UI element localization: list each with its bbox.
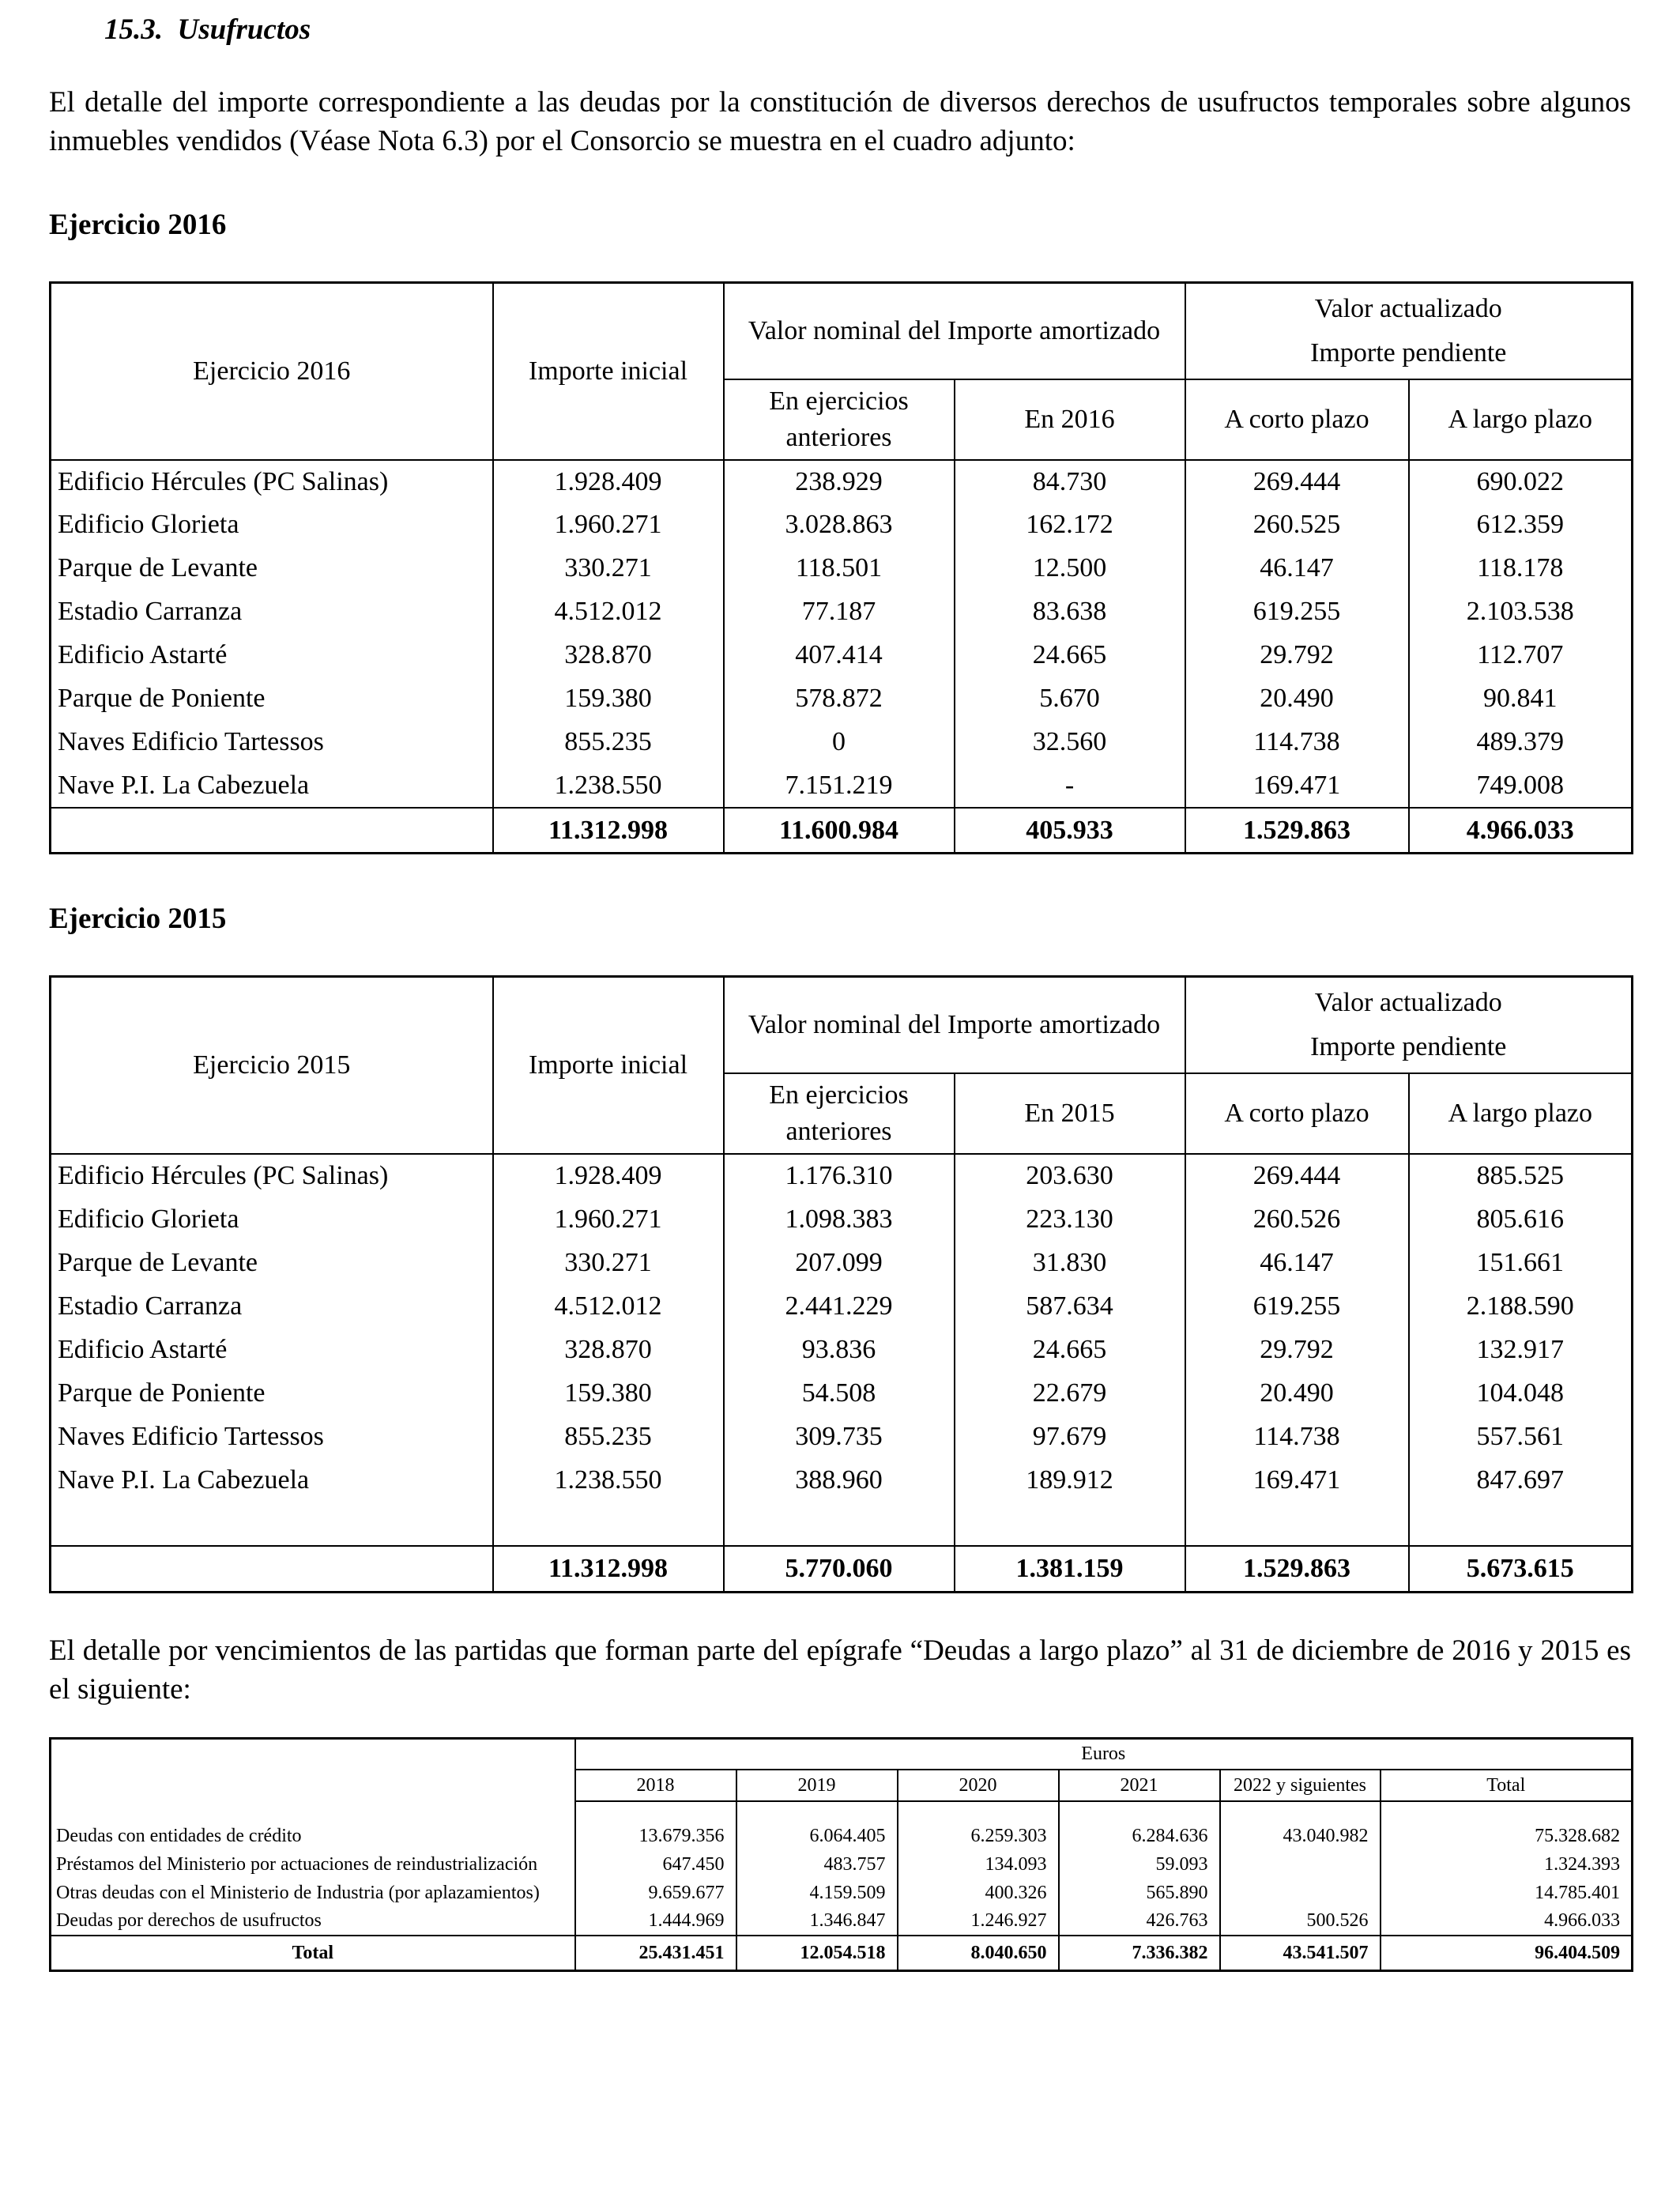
importe-inicial-header: Importe inicial [493,977,724,1154]
total-ejercicio-cell: 405.933 [955,808,1185,854]
total-total: 96.404.509 [1381,1936,1633,1970]
importe-inicial-cell: 4.512.012 [493,590,724,634]
importe-inicial-cell: 1.928.409 [493,460,724,503]
table-header [51,283,1633,460]
total-row [51,1936,1633,1970]
importe-pendiente-label: Importe pendiente [1310,1032,1507,1062]
amortizado-ejercicio-cell: 189.912 [955,1458,1185,1502]
amortizado-anteriores-cell: 93.836 [724,1328,955,1371]
empty-cell [493,1502,724,1546]
corto-plazo-cell: 169.471 [1185,764,1409,808]
corto-plazo-cell: 29.792 [1185,634,1409,677]
corto-plazo-cell: 619.255 [1185,590,1409,634]
corto-plazo-cell: 46.147 [1185,1241,1409,1284]
cell-2018: 1.444.969 [575,1907,736,1936]
amortizado-anteriores-cell: 578.872 [724,677,955,721]
table-row [51,503,1633,547]
table-row [51,1458,1633,1502]
header-row-groups [51,977,1633,1073]
empty-cell [736,1801,898,1822]
table-row [51,590,1633,634]
largo-plazo-cell: 2.188.590 [1409,1284,1633,1328]
stub-cell [51,1738,575,1801]
importe-inicial-cell: 1.928.409 [493,1154,724,1197]
total-2018: 25.431.451 [575,1936,736,1970]
amortizado-anteriores-cell: 77.187 [724,590,955,634]
amortizado-anteriores-cell: 238.929 [724,460,955,503]
total-ejercicio-cell: 1.381.159 [955,1546,1185,1592]
empty-cell [1059,1801,1220,1822]
anteriores-header: En ejercicios anteriores [724,1073,955,1154]
amortizado-anteriores-cell: 2.441.229 [724,1284,955,1328]
largo-plazo-cell: 151.661 [1409,1241,1633,1284]
total-row [51,1546,1633,1592]
largo-plazo-cell: 132.917 [1409,1328,1633,1371]
row-label: Nave P.I. La Cabezuela [51,1458,493,1502]
table-body [51,1801,1633,1936]
total-anteriores-cell: 5.770.060 [724,1546,955,1592]
table-vencimientos [49,1737,1633,1972]
corto-plazo-cell: 269.444 [1185,1154,1409,1197]
empty-cell [1185,1502,1409,1546]
corto-plazo-cell: 114.738 [1185,1415,1409,1458]
largo-plazo-cell: 557.561 [1409,1415,1633,1458]
row-label: Edificio Hércules (PC Salinas) [51,1154,493,1197]
total-importe-inicial-cell: 11.312.998 [493,808,724,854]
empty-cell [1409,1502,1633,1546]
euros-header-row [51,1738,1633,1770]
table-row [51,764,1633,808]
row-label: Parque de Levante [51,1241,493,1284]
amortizado-ejercicio-cell: 203.630 [955,1154,1185,1197]
largo-plazo-cell: 112.707 [1409,634,1633,677]
corto-plazo-cell: 260.525 [1185,503,1409,547]
amortizado-anteriores-cell: 118.501 [724,547,955,590]
table-row [51,634,1633,677]
importe-inicial-cell: 328.870 [493,1328,724,1371]
row-label: Deudas con entidades de crédito [51,1822,575,1850]
corto-plazo-cell: 20.490 [1185,1371,1409,1415]
row-label: Parque de Levante [51,547,493,590]
corto-plazo-header: A corto plazo [1185,1073,1409,1154]
row-label: Edificio Astarté [51,1328,493,1371]
table-ejercicio-2015 [49,975,1633,1593]
cell-2022-siguientes [1220,1850,1381,1879]
amortizado-anteriores-cell: 207.099 [724,1241,955,1284]
year-header-2022-siguientes: 2022 y siguientes [1220,1770,1381,1801]
largo-plazo-cell: 749.008 [1409,764,1633,808]
total-anteriores-cell: 11.600.984 [724,808,955,854]
spacer-row [51,1801,1633,1822]
en-2016-header: En 2016 [955,379,1185,460]
cell-2020: 6.259.303 [898,1822,1059,1850]
amortizado-ejercicio-cell: 12.500 [955,547,1185,590]
cell-2022-siguientes [1220,1879,1381,1907]
amortizado-anteriores-cell: 309.735 [724,1415,955,1458]
importe-inicial-cell: 4.512.012 [493,1284,724,1328]
importe-inicial-cell: 330.271 [493,1241,724,1284]
importe-inicial-cell: 855.235 [493,721,724,764]
largo-plazo-cell: 612.359 [1409,503,1633,547]
importe-inicial-cell: 328.870 [493,634,724,677]
table-row [51,1822,1633,1850]
amortizado-ejercicio-cell: 84.730 [955,460,1185,503]
empty-cell [898,1801,1059,1822]
year-header-2019: 2019 [736,1770,898,1801]
importe-pendiente-label: Importe pendiente [1310,338,1507,368]
corto-plazo-cell: 169.471 [1185,1458,1409,1502]
heading-ejercicio-2016: Ejercicio 2016 [49,209,227,242]
importe-inicial-cell: 159.380 [493,677,724,721]
cell-2019: 4.159.509 [736,1879,898,1907]
corto-plazo-cell: 260.526 [1185,1197,1409,1241]
importe-inicial-cell: 1.238.550 [493,764,724,808]
corto-plazo-header: A corto plazo [1185,379,1409,460]
table-row [51,1415,1633,1458]
empty-cell [51,1801,575,1822]
cell-total: 14.785.401 [1381,1879,1633,1907]
table-row [51,1284,1633,1328]
importe-inicial-cell: 855.235 [493,1415,724,1458]
cell-2021: 59.093 [1059,1850,1220,1879]
row-label: Estadio Carranza [51,1284,493,1328]
corto-plazo-cell: 46.147 [1185,547,1409,590]
en-2015-header: En 2015 [955,1073,1185,1154]
table-row [51,677,1633,721]
valor-actualizado-label: Valor actualizado [1314,294,1502,324]
empty-cell [1220,1801,1381,1822]
amortizado-ejercicio-cell: 223.130 [955,1197,1185,1241]
intro-paragraph: El detalle del importe correspondiente a las deudas por la constitución de diversos derechos de usufructos temporales sobre algunos inmuebles vendidos (Véase Nota 6.3) por el Consorcio se muestra en el cuadro adjunto: [49,86,1631,158]
amortizado-ejercicio-cell: 32.560 [955,721,1185,764]
largo-plazo-cell: 489.379 [1409,721,1633,764]
table-row [51,1197,1633,1241]
row-label: Edificio Glorieta [51,503,493,547]
section-title: 15.3. Usufructos [104,13,311,46]
cell-2021: 565.890 [1059,1879,1220,1907]
table-row [51,1371,1633,1415]
total-column-header: Total [1381,1770,1633,1801]
table-footer [51,1546,1633,1592]
total-2022-siguientes: 43.541.507 [1220,1936,1381,1970]
row-label: Deudas por derechos de usufructos [51,1907,575,1936]
amortizado-ejercicio-cell: 587.634 [955,1284,1185,1328]
corner-header: Ejercicio 2016 [51,283,493,460]
empty-cell [51,1502,493,1546]
amortizado-anteriores-cell: 1.176.310 [724,1154,955,1197]
table-row [51,1879,1633,1907]
largo-plazo-cell: 104.048 [1409,1371,1633,1415]
cell-2019: 6.064.405 [736,1822,898,1850]
cell-total: 4.966.033 [1381,1907,1633,1936]
table-row [51,1907,1633,1936]
cell-2018: 13.679.356 [575,1822,736,1850]
largo-plazo-header: A largo plazo [1409,379,1633,460]
amortizado-ejercicio-cell: 83.638 [955,590,1185,634]
year-header-2020: 2020 [898,1770,1059,1801]
amortizado-ejercicio-cell: 162.172 [955,503,1185,547]
detail-paragraph: El detalle por vencimientos de las partidas que forman parte del epígrafe “Deudas a largo plazo” al 31 de diciembre de 2016 y 2015 es el siguiente: [49,1634,1631,1706]
table-row [51,1850,1633,1879]
empty-cell [1381,1801,1633,1822]
corner-header: Ejercicio 2015 [51,977,493,1154]
total-label: Total [51,1936,575,1970]
total-2019: 12.054.518 [736,1936,898,1970]
amortizado-anteriores-cell: 54.508 [724,1371,955,1415]
row-label: Edificio Hércules (PC Salinas) [51,460,493,503]
row-label: Naves Edificio Tartessos [51,1415,493,1458]
amortizado-ejercicio-cell: 31.830 [955,1241,1185,1284]
cell-2019: 483.757 [736,1850,898,1879]
cell-2020: 1.246.927 [898,1907,1059,1936]
importe-inicial-cell: 1.960.271 [493,503,724,547]
largo-plazo-cell: 690.022 [1409,460,1633,503]
valor-actualizado-group-header [1185,977,1633,1073]
corto-plazo-cell: 20.490 [1185,677,1409,721]
amortizado-anteriores-cell: 388.960 [724,1458,955,1502]
table-body [51,1154,1633,1546]
cell-2021: 426.763 [1059,1907,1220,1936]
cell-2020: 400.326 [898,1879,1059,1907]
corto-plazo-cell: 269.444 [1185,460,1409,503]
total-row-empty-label [51,808,493,854]
amortizado-ejercicio-cell: 24.665 [955,634,1185,677]
cell-2020: 134.093 [898,1850,1059,1879]
table-row [51,1154,1633,1197]
empty-cell [575,1801,736,1822]
total-row [51,808,1633,854]
amortizado-ejercicio-cell: 22.679 [955,1371,1185,1415]
table-row [51,721,1633,764]
empty-cell [955,1502,1185,1546]
largo-plazo-header: A largo plazo [1409,1073,1633,1154]
amortizado-anteriores-cell: 3.028.863 [724,503,955,547]
cell-2022-siguientes: 500.526 [1220,1907,1381,1936]
amortizado-ejercicio-cell: 97.679 [955,1415,1185,1458]
row-label: Parque de Poniente [51,1371,493,1415]
row-label: Edificio Glorieta [51,1197,493,1241]
total-largo-plazo-cell: 4.966.033 [1409,808,1633,854]
corto-plazo-cell: 114.738 [1185,721,1409,764]
amortizado-anteriores-cell: 1.098.383 [724,1197,955,1241]
corto-plazo-cell: 29.792 [1185,1328,1409,1371]
valor-actualizado-group-header [1185,283,1633,379]
table-row [51,460,1633,503]
row-label: Otras deudas con el Ministerio de Industria (por aplazamientos) [51,1879,575,1907]
amortizado-anteriores-cell: 7.151.219 [724,764,955,808]
anteriores-header: En ejercicios anteriores [724,379,955,460]
table-row [51,1241,1633,1284]
largo-plazo-cell: 118.178 [1409,547,1633,590]
table-footer [51,808,1633,854]
table-row [51,547,1633,590]
total-2020: 8.040.650 [898,1936,1059,1970]
cell-total: 1.324.393 [1381,1850,1633,1879]
cell-total: 75.328.682 [1381,1822,1633,1850]
year-header-2018: 2018 [575,1770,736,1801]
empty-cell [724,1502,955,1546]
total-importe-inicial-cell: 11.312.998 [493,1546,724,1592]
valor-nominal-group-header: Valor nominal del Importe amortizado [724,977,1185,1073]
total-corto-plazo-cell: 1.529.863 [1185,1546,1409,1592]
amortizado-anteriores-cell: 407.414 [724,634,955,677]
total-row-empty-label [51,1546,493,1592]
euros-header: Euros [575,1738,1633,1770]
cell-2019: 1.346.847 [736,1907,898,1936]
table-row [51,1328,1633,1371]
cell-2021: 6.284.636 [1059,1822,1220,1850]
row-label: Edificio Astarté [51,634,493,677]
importe-inicial-header: Importe inicial [493,283,724,460]
cell-2018: 647.450 [575,1850,736,1879]
row-label: Parque de Poniente [51,677,493,721]
importe-inicial-cell: 159.380 [493,1371,724,1415]
row-label: Estadio Carranza [51,590,493,634]
year-header-2021: 2021 [1059,1770,1220,1801]
importe-inicial-cell: 1.238.550 [493,1458,724,1502]
largo-plazo-cell: 885.525 [1409,1154,1633,1197]
amortizado-ejercicio-cell: 24.665 [955,1328,1185,1371]
importe-inicial-cell: 330.271 [493,547,724,590]
amortizado-anteriores-cell: 0 [724,721,955,764]
row-label: Naves Edificio Tartessos [51,721,493,764]
total-2021: 7.336.382 [1059,1936,1220,1970]
table-body [51,460,1633,808]
largo-plazo-cell: 90.841 [1409,677,1633,721]
table-header [51,977,1633,1154]
spacer-row [51,1502,1633,1546]
header-row-groups [51,283,1633,379]
largo-plazo-cell: 2.103.538 [1409,590,1633,634]
table-footer [51,1936,1633,1970]
valor-nominal-group-header: Valor nominal del Importe amortizado [724,283,1185,379]
largo-plazo-cell: 805.616 [1409,1197,1633,1241]
amortizado-ejercicio-cell: - [955,764,1185,808]
heading-ejercicio-2015: Ejercicio 2015 [49,903,227,936]
cell-2018: 9.659.677 [575,1879,736,1907]
valor-actualizado-label: Valor actualizado [1314,988,1502,1018]
row-label: Préstamos del Ministerio por actuaciones de reindustrialización [51,1850,575,1879]
corto-plazo-cell: 619.255 [1185,1284,1409,1328]
total-corto-plazo-cell: 1.529.863 [1185,808,1409,854]
row-label: Nave P.I. La Cabezuela [51,764,493,808]
table-ejercicio-2016 [49,281,1633,854]
amortizado-ejercicio-cell: 5.670 [955,677,1185,721]
cell-2022-siguientes: 43.040.982 [1220,1822,1381,1850]
total-largo-plazo-cell: 5.673.615 [1409,1546,1633,1592]
table-header [51,1738,1633,1801]
largo-plazo-cell: 847.697 [1409,1458,1633,1502]
importe-inicial-cell: 1.960.271 [493,1197,724,1241]
